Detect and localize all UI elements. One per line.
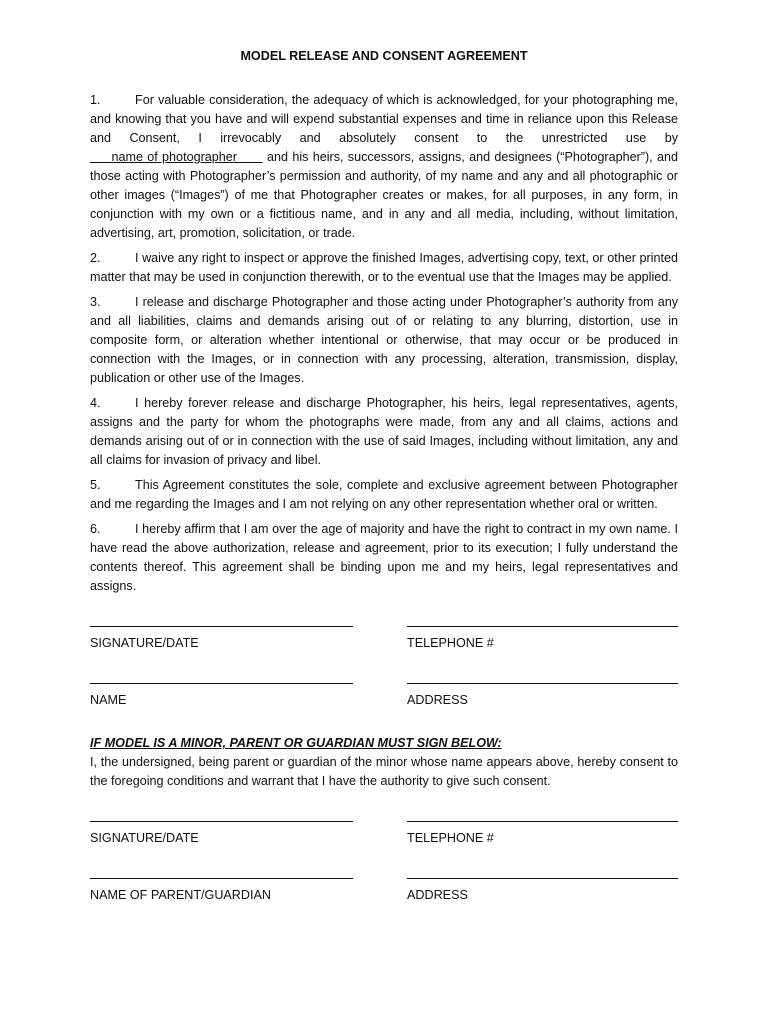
clause-text: For valuable consideration, the adequacy of which is acknowledged, for your photographing me, and knowing that you have and will expend substantial expenses and time in reliance upon this Release and Consent, I irrevocably and absolutely consent to the unrestricted use by [90, 93, 678, 145]
guardian-address-field[interactable] [407, 868, 678, 903]
clause-text: I waive any right to inspect or approve the finished Images, advertising copy, text, or other printed matter that may be used in conjunction therewith, or to the eventual use that the Images may be applied. [90, 251, 678, 284]
clause-1 [90, 91, 678, 243]
clause-4 [90, 394, 678, 470]
minor-section-heading: IF MODEL IS A MINOR, PARENT OR GUARDIAN MUST SIGN BELOW: [90, 736, 502, 750]
clause-3 [90, 293, 678, 388]
address-label: ADDRESS [407, 888, 468, 902]
model-address-field[interactable] [407, 673, 678, 708]
clause-number: 3. [90, 295, 101, 309]
clause-text: This Agreement constitutes the sole, complete and exclusive agreement between Photographer and me regarding the Images and I am not relying on any other representation whether oral or written. [90, 478, 678, 511]
telephone-line[interactable] [407, 821, 678, 822]
document-page [90, 46, 678, 925]
model-signature-row [90, 616, 678, 673]
clause-number: 2. [90, 251, 101, 265]
clause-text: I hereby forever release and discharge Photographer, his heirs, legal representatives, agents, assigns and the party for whom the photographs were made, from any and all claims, actions and demands arising out of or in connection with the use of said Images, including without limitation, any and all claims for invasion of privacy and libel. [90, 396, 678, 467]
signature-date-label: SIGNATURE/DATE [90, 636, 199, 650]
minor-section-text: I, the undersigned, being parent or guardian of the minor whose name appears above, hereby consent to the foregoing conditions and warrant that I have the authority to give such consent. [90, 755, 678, 788]
guardian-name-row [90, 868, 678, 925]
guardian-signature-row [90, 811, 678, 868]
address-label: ADDRESS [407, 693, 468, 707]
model-name-row [90, 673, 678, 730]
model-signature-field[interactable] [90, 616, 353, 651]
guardian-name-label: NAME OF PARENT/GUARDIAN [90, 888, 271, 902]
clause-text: I release and discharge Photographer and those acting under Photographer’s authority from any and all liabilities, claims and demands arising out of or relating to any blurring, distortion, use in composite form, or alteration whether intentional or otherwise, that may occur or be produced in connection with the Images, or in connection with any processing, alteration, transmission, display, publication or other use of the Images. [90, 295, 678, 385]
guardian-name-field[interactable] [90, 868, 353, 903]
clause-text-continued: and his heirs, successors, assigns, and designees (“Photographer”), and those acting with Photographer’s permission and authority, of my name and any and all photographic or other images (“Images”) of me that Photographer creates or makes, for all purposes, in any form, in conjunction with my own or a fictitious name, and in any and all media, including, without limitation, advertising, art, promotion, solicitation, or trade. [90, 150, 678, 240]
address-line[interactable] [407, 878, 678, 879]
clause-number: 4. [90, 396, 101, 410]
telephone-label: TELEPHONE # [407, 636, 494, 650]
telephone-label: TELEPHONE # [407, 831, 494, 845]
clause-5 [90, 476, 678, 514]
name-label: NAME [90, 693, 127, 707]
clause-text: I hereby affirm that I am over the age of majority and have the right to contract in my own name. I have read the above authorization, release and agreement, prior to its execution; I fully understand the contents thereof. This agreement shall be binding upon me and my heirs, legal representatives and assigns. [90, 522, 678, 593]
clause-number: 1. [90, 93, 101, 107]
document-title: MODEL RELEASE AND CONSENT AGREEMENT [240, 49, 528, 63]
telephone-line[interactable] [407, 626, 678, 627]
name-line[interactable] [90, 878, 353, 879]
clause-number: 5. [90, 478, 101, 492]
signature-line[interactable] [90, 821, 353, 822]
signature-line[interactable] [90, 626, 353, 627]
clause-2 [90, 249, 678, 287]
clause-number: 6. [90, 522, 101, 536]
clause-6 [90, 520, 678, 596]
address-line[interactable] [407, 683, 678, 684]
guardian-telephone-field[interactable] [407, 811, 678, 846]
model-telephone-field[interactable] [407, 616, 678, 651]
model-name-field[interactable] [90, 673, 353, 708]
photographer-name-blank[interactable]: name of photographer [90, 150, 263, 164]
name-line[interactable] [90, 683, 353, 684]
signature-date-label: SIGNATURE/DATE [90, 831, 199, 845]
guardian-signature-field[interactable] [90, 811, 353, 846]
